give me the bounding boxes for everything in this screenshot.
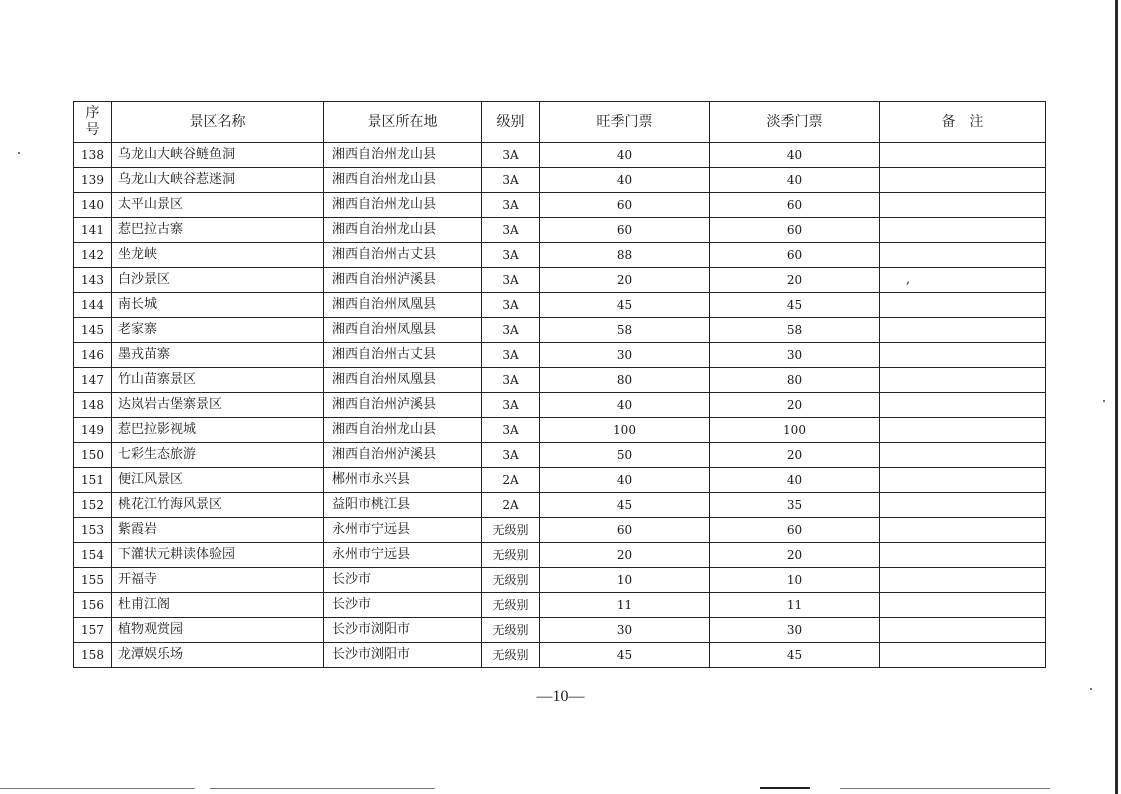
cell-no: 150 bbox=[74, 443, 112, 468]
cell-scenic-name: 植物观赏园 bbox=[112, 618, 324, 643]
cell-off-price: 30 bbox=[710, 343, 880, 368]
cell-no: 148 bbox=[74, 393, 112, 418]
cell-off-price: 45 bbox=[710, 293, 880, 318]
header-location: 景区所在地 bbox=[324, 102, 482, 143]
cell-location: 永州市宁远县 bbox=[324, 543, 482, 568]
cell-level: 3A bbox=[482, 293, 540, 318]
cell-remark bbox=[880, 343, 1046, 368]
cell-off-price: 20 bbox=[710, 268, 880, 293]
cell-scenic-name: 达岚岩古堡寨景区 bbox=[112, 393, 324, 418]
page-number: —10— bbox=[536, 688, 585, 705]
cell-no: 153 bbox=[74, 518, 112, 543]
cell-location: 湘西自治州泸溪县 bbox=[324, 393, 482, 418]
cell-location: 湘西自治州凤凰县 bbox=[324, 318, 482, 343]
cell-level: 3A bbox=[482, 418, 540, 443]
scenic-area-ticket-table bbox=[73, 101, 1046, 668]
cell-remark bbox=[880, 293, 1046, 318]
cell-level: 无级别 bbox=[482, 593, 540, 618]
cell-remark: , bbox=[880, 268, 1046, 293]
cell-remark bbox=[880, 493, 1046, 518]
cell-peak-price: 45 bbox=[540, 643, 710, 668]
cell-peak-price: 45 bbox=[540, 493, 710, 518]
cell-peak-price: 10 bbox=[540, 568, 710, 593]
table-row bbox=[74, 193, 1046, 218]
cell-peak-price: 60 bbox=[540, 193, 710, 218]
cell-location: 长沙市 bbox=[324, 593, 482, 618]
cell-peak-price: 30 bbox=[540, 343, 710, 368]
header-no: 序号 bbox=[74, 102, 112, 143]
cell-level: 2A bbox=[482, 468, 540, 493]
cell-scenic-name: 便江风景区 bbox=[112, 468, 324, 493]
header-remarks: 备 注 bbox=[880, 102, 1046, 143]
scan-speck bbox=[1090, 688, 1092, 690]
cell-scenic-name: 惹巴拉影视城 bbox=[112, 418, 324, 443]
cell-location: 湘西自治州龙山县 bbox=[324, 193, 482, 218]
cell-scenic-name: 乌龙山大峡谷惹迷洞 bbox=[112, 168, 324, 193]
cell-remark bbox=[880, 618, 1046, 643]
cell-remark bbox=[880, 318, 1046, 343]
cell-no: 142 bbox=[74, 243, 112, 268]
cell-remark bbox=[880, 418, 1046, 443]
cell-scenic-name: 墨戎苗寨 bbox=[112, 343, 324, 368]
table-row bbox=[74, 643, 1046, 668]
table-row bbox=[74, 318, 1046, 343]
cell-scenic-name: 老家寨 bbox=[112, 318, 324, 343]
cell-no: 141 bbox=[74, 218, 112, 243]
cell-peak-price: 40 bbox=[540, 143, 710, 168]
cell-location: 湘西自治州凤凰县 bbox=[324, 368, 482, 393]
cell-peak-price: 88 bbox=[540, 243, 710, 268]
table-row bbox=[74, 593, 1046, 618]
cell-scenic-name: 紫霞岩 bbox=[112, 518, 324, 543]
header-level: 级别 bbox=[482, 102, 540, 143]
table-row bbox=[74, 468, 1046, 493]
cell-level: 3A bbox=[482, 218, 540, 243]
table-row bbox=[74, 443, 1046, 468]
cell-scenic-name: 乌龙山大峡谷鲢鱼洞 bbox=[112, 143, 324, 168]
table-row bbox=[74, 493, 1046, 518]
cell-off-price: 20 bbox=[710, 393, 880, 418]
cell-remark bbox=[880, 393, 1046, 418]
cell-scenic-name: 坐龙峡 bbox=[112, 243, 324, 268]
cell-remark bbox=[880, 218, 1046, 243]
cell-no: 147 bbox=[74, 368, 112, 393]
cell-peak-price: 58 bbox=[540, 318, 710, 343]
cell-scenic-name: 竹山苗寨景区 bbox=[112, 368, 324, 393]
cell-location: 湘西自治州古丈县 bbox=[324, 343, 482, 368]
header-peak-price: 旺季门票 bbox=[540, 102, 710, 143]
cell-level: 3A bbox=[482, 243, 540, 268]
cell-level: 3A bbox=[482, 268, 540, 293]
cell-peak-price: 40 bbox=[540, 393, 710, 418]
cell-level: 3A bbox=[482, 443, 540, 468]
cell-level: 3A bbox=[482, 193, 540, 218]
scan-speck bbox=[1103, 400, 1105, 402]
table-row bbox=[74, 418, 1046, 443]
cell-peak-price: 20 bbox=[540, 268, 710, 293]
cell-no: 154 bbox=[74, 543, 112, 568]
cell-off-price: 40 bbox=[710, 168, 880, 193]
cell-peak-price: 60 bbox=[540, 218, 710, 243]
cell-peak-price: 80 bbox=[540, 368, 710, 393]
cell-remark bbox=[880, 243, 1046, 268]
cell-remark bbox=[880, 143, 1046, 168]
table-row bbox=[74, 143, 1046, 168]
cell-peak-price: 100 bbox=[540, 418, 710, 443]
cell-level: 2A bbox=[482, 493, 540, 518]
cell-level: 3A bbox=[482, 368, 540, 393]
cell-peak-price: 40 bbox=[540, 468, 710, 493]
cell-scenic-name: 开福寺 bbox=[112, 568, 324, 593]
table-row bbox=[74, 243, 1046, 268]
cell-no: 156 bbox=[74, 593, 112, 618]
header-name: 景区名称 bbox=[112, 102, 324, 143]
cell-location: 郴州市永兴县 bbox=[324, 468, 482, 493]
cell-peak-price: 60 bbox=[540, 518, 710, 543]
scan-speck bbox=[18, 152, 20, 154]
cell-off-price: 11 bbox=[710, 593, 880, 618]
cell-scenic-name: 太平山景区 bbox=[112, 193, 324, 218]
cell-no: 149 bbox=[74, 418, 112, 443]
table-row bbox=[74, 293, 1046, 318]
cell-off-price: 30 bbox=[710, 618, 880, 643]
cell-off-price: 45 bbox=[710, 643, 880, 668]
cell-remark bbox=[880, 518, 1046, 543]
table-row bbox=[74, 618, 1046, 643]
cell-remark bbox=[880, 368, 1046, 393]
cell-remark bbox=[880, 168, 1046, 193]
cell-off-price: 80 bbox=[710, 368, 880, 393]
cell-level: 无级别 bbox=[482, 643, 540, 668]
cell-location: 永州市宁远县 bbox=[324, 518, 482, 543]
cell-off-price: 60 bbox=[710, 243, 880, 268]
cell-location: 益阳市桃江县 bbox=[324, 493, 482, 518]
table-body bbox=[74, 143, 1046, 668]
cell-no: 157 bbox=[74, 618, 112, 643]
cell-scenic-name: 桃花江竹海风景区 bbox=[112, 493, 324, 518]
cell-level: 3A bbox=[482, 143, 540, 168]
cell-level: 无级别 bbox=[482, 568, 540, 593]
cell-level: 无级别 bbox=[482, 518, 540, 543]
cell-peak-price: 40 bbox=[540, 168, 710, 193]
cell-remark bbox=[880, 543, 1046, 568]
cell-no: 155 bbox=[74, 568, 112, 593]
cell-peak-price: 50 bbox=[540, 443, 710, 468]
cell-remark bbox=[880, 643, 1046, 668]
cell-peak-price: 11 bbox=[540, 593, 710, 618]
cell-off-price: 100 bbox=[710, 418, 880, 443]
cell-off-price: 10 bbox=[710, 568, 880, 593]
cell-location: 长沙市 bbox=[324, 568, 482, 593]
table-row bbox=[74, 343, 1046, 368]
cell-off-price: 40 bbox=[710, 468, 880, 493]
cell-scenic-name: 白沙景区 bbox=[112, 268, 324, 293]
cell-off-price: 58 bbox=[710, 318, 880, 343]
cell-peak-price: 30 bbox=[540, 618, 710, 643]
table-row bbox=[74, 518, 1046, 543]
table-row bbox=[74, 543, 1046, 568]
cell-location: 湘西自治州龙山县 bbox=[324, 218, 482, 243]
cell-off-price: 40 bbox=[710, 143, 880, 168]
cell-level: 3A bbox=[482, 343, 540, 368]
cell-level: 无级别 bbox=[482, 618, 540, 643]
table-row bbox=[74, 168, 1046, 193]
cell-scenic-name: 下灌状元耕读体验园 bbox=[112, 543, 324, 568]
cell-scenic-name: 惹巴拉古寨 bbox=[112, 218, 324, 243]
cell-peak-price: 45 bbox=[540, 293, 710, 318]
cell-no: 151 bbox=[74, 468, 112, 493]
cell-no: 138 bbox=[74, 143, 112, 168]
scan-edge-line bbox=[1115, 0, 1118, 794]
table-row bbox=[74, 368, 1046, 393]
cell-off-price: 20 bbox=[710, 543, 880, 568]
table-row bbox=[74, 218, 1046, 243]
table-row bbox=[74, 568, 1046, 593]
cell-remark bbox=[880, 193, 1046, 218]
cell-level: 3A bbox=[482, 393, 540, 418]
cell-location: 湘西自治州龙山县 bbox=[324, 143, 482, 168]
cell-location: 长沙市浏阳市 bbox=[324, 618, 482, 643]
cell-location: 长沙市浏阳市 bbox=[324, 643, 482, 668]
cell-no: 139 bbox=[74, 168, 112, 193]
cell-no: 146 bbox=[74, 343, 112, 368]
cell-remark bbox=[880, 468, 1046, 493]
cell-no: 152 bbox=[74, 493, 112, 518]
cell-no: 145 bbox=[74, 318, 112, 343]
cell-off-price: 35 bbox=[710, 493, 880, 518]
cell-remark bbox=[880, 443, 1046, 468]
cell-peak-price: 20 bbox=[540, 543, 710, 568]
cell-no: 158 bbox=[74, 643, 112, 668]
cell-location: 湘西自治州凤凰县 bbox=[324, 293, 482, 318]
cell-scenic-name: 杜甫江阁 bbox=[112, 593, 324, 618]
cell-location: 湘西自治州龙山县 bbox=[324, 168, 482, 193]
cell-off-price: 60 bbox=[710, 193, 880, 218]
cell-off-price: 60 bbox=[710, 218, 880, 243]
cell-no: 143 bbox=[74, 268, 112, 293]
cell-no: 140 bbox=[74, 193, 112, 218]
cell-location: 湘西自治州泸溪县 bbox=[324, 268, 482, 293]
cell-location: 湘西自治州泸溪县 bbox=[324, 443, 482, 468]
cell-scenic-name: 七彩生态旅游 bbox=[112, 443, 324, 468]
cell-no: 144 bbox=[74, 293, 112, 318]
cell-level: 3A bbox=[482, 168, 540, 193]
header-off-price: 淡季门票 bbox=[710, 102, 880, 143]
cell-scenic-name: 南长城 bbox=[112, 293, 324, 318]
cell-off-price: 60 bbox=[710, 518, 880, 543]
table-row bbox=[74, 268, 1046, 293]
cell-remark bbox=[880, 593, 1046, 618]
cell-off-price: 20 bbox=[710, 443, 880, 468]
table-header-row bbox=[74, 102, 1046, 143]
cell-scenic-name: 龙潭娱乐场 bbox=[112, 643, 324, 668]
scan-bottom-marks bbox=[0, 788, 1121, 790]
cell-level: 无级别 bbox=[482, 543, 540, 568]
cell-remark bbox=[880, 568, 1046, 593]
table-row bbox=[74, 393, 1046, 418]
cell-location: 湘西自治州龙山县 bbox=[324, 418, 482, 443]
cell-location: 湘西自治州古丈县 bbox=[324, 243, 482, 268]
cell-level: 3A bbox=[482, 318, 540, 343]
